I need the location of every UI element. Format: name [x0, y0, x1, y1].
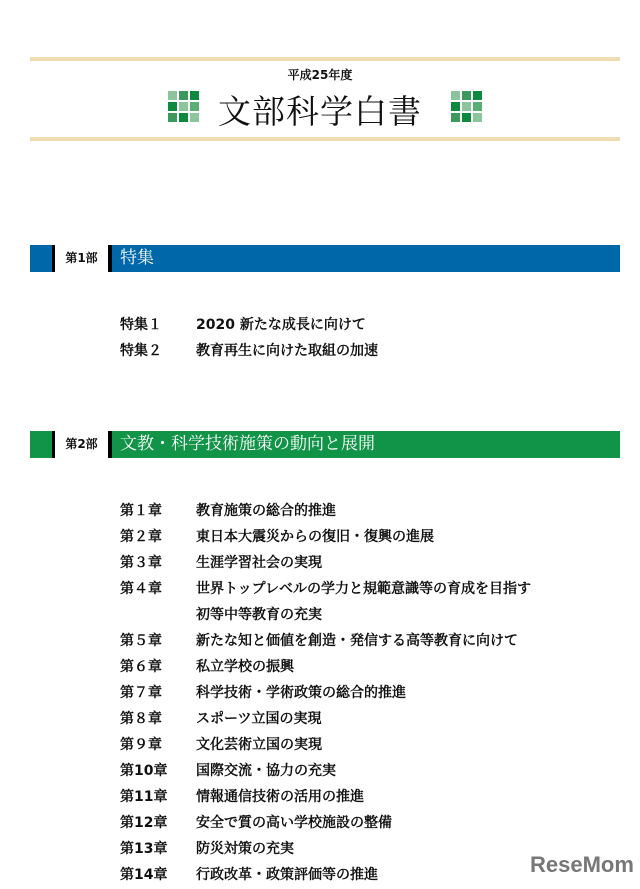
resemom-logo: ReseMom [530, 852, 634, 877]
toc-title: 国際交流・協力の充実 [196, 763, 336, 779]
toc-title: 2020 新たな成長に向けて [196, 317, 366, 333]
toc-number: 第14章 [120, 867, 168, 883]
mosaic-icon-right [451, 91, 482, 122]
toc-title: 情報通信技術の活用の推進 [196, 789, 364, 805]
toc-title: 私立学校の振興 [196, 659, 294, 675]
part2-label: 第2部 [55, 431, 108, 458]
subtitle: 平成25年度 [287, 68, 353, 82]
toc-title: 安全で質の高い学校施設の整備 [196, 815, 392, 831]
toc-number: 第１章 [120, 503, 162, 519]
part2-header [30, 431, 620, 458]
toc-title: 新たな知と価値を創造・発信する高等教育に向けて [196, 633, 518, 649]
toc-number: 第11章 [120, 789, 168, 805]
toc-number: 第３章 [120, 555, 162, 571]
toc-number: 第５章 [120, 633, 162, 649]
part1-label: 第1部 [55, 245, 108, 272]
toc-title: 生涯学習社会の実現 [196, 555, 322, 571]
toc-number: 特集１ [120, 317, 162, 333]
toc-title: 教育施策の総合的推進 [196, 503, 336, 519]
toc-title-cont: 初等中等教育の充実 [196, 607, 322, 623]
toc-number: 特集２ [120, 343, 162, 359]
toc-title: 科学技術・学術政策の総合的推進 [196, 685, 406, 701]
toc-title: 教育再生に向けた取組の加速 [196, 343, 378, 359]
toc-number: 第12章 [120, 815, 168, 831]
toc-number: 第６章 [120, 659, 162, 675]
toc-title: 文化芸術立国の実現 [196, 737, 322, 753]
toc-number: 第13章 [120, 841, 168, 857]
top-rule [30, 57, 620, 61]
bottom-rule [30, 137, 620, 141]
toc-number: 第４章 [120, 581, 162, 597]
part1-title: 特集 [112, 245, 620, 272]
toc-number: 第７章 [120, 685, 162, 701]
toc-number: 第９章 [120, 737, 162, 753]
page-title: 文部科学白書 [218, 92, 422, 131]
toc-number: 第２章 [120, 529, 162, 545]
toc-title: 行政改革・政策評価等の推進 [196, 867, 378, 883]
toc-number: 第８章 [120, 711, 162, 727]
part2-title: 文教・科学技術施策の動向と展開 [112, 431, 620, 458]
toc-title: 防災対策の充実 [196, 841, 294, 857]
toc-title: 東日本大震災からの復旧・復興の進展 [196, 529, 434, 545]
toc-title: スポーツ立国の実現 [196, 711, 322, 727]
toc-number: 第10章 [120, 763, 168, 779]
part1-header [30, 245, 620, 272]
toc-title: 世界トップレベルの学力と規範意識等の育成を目指す [196, 581, 532, 597]
